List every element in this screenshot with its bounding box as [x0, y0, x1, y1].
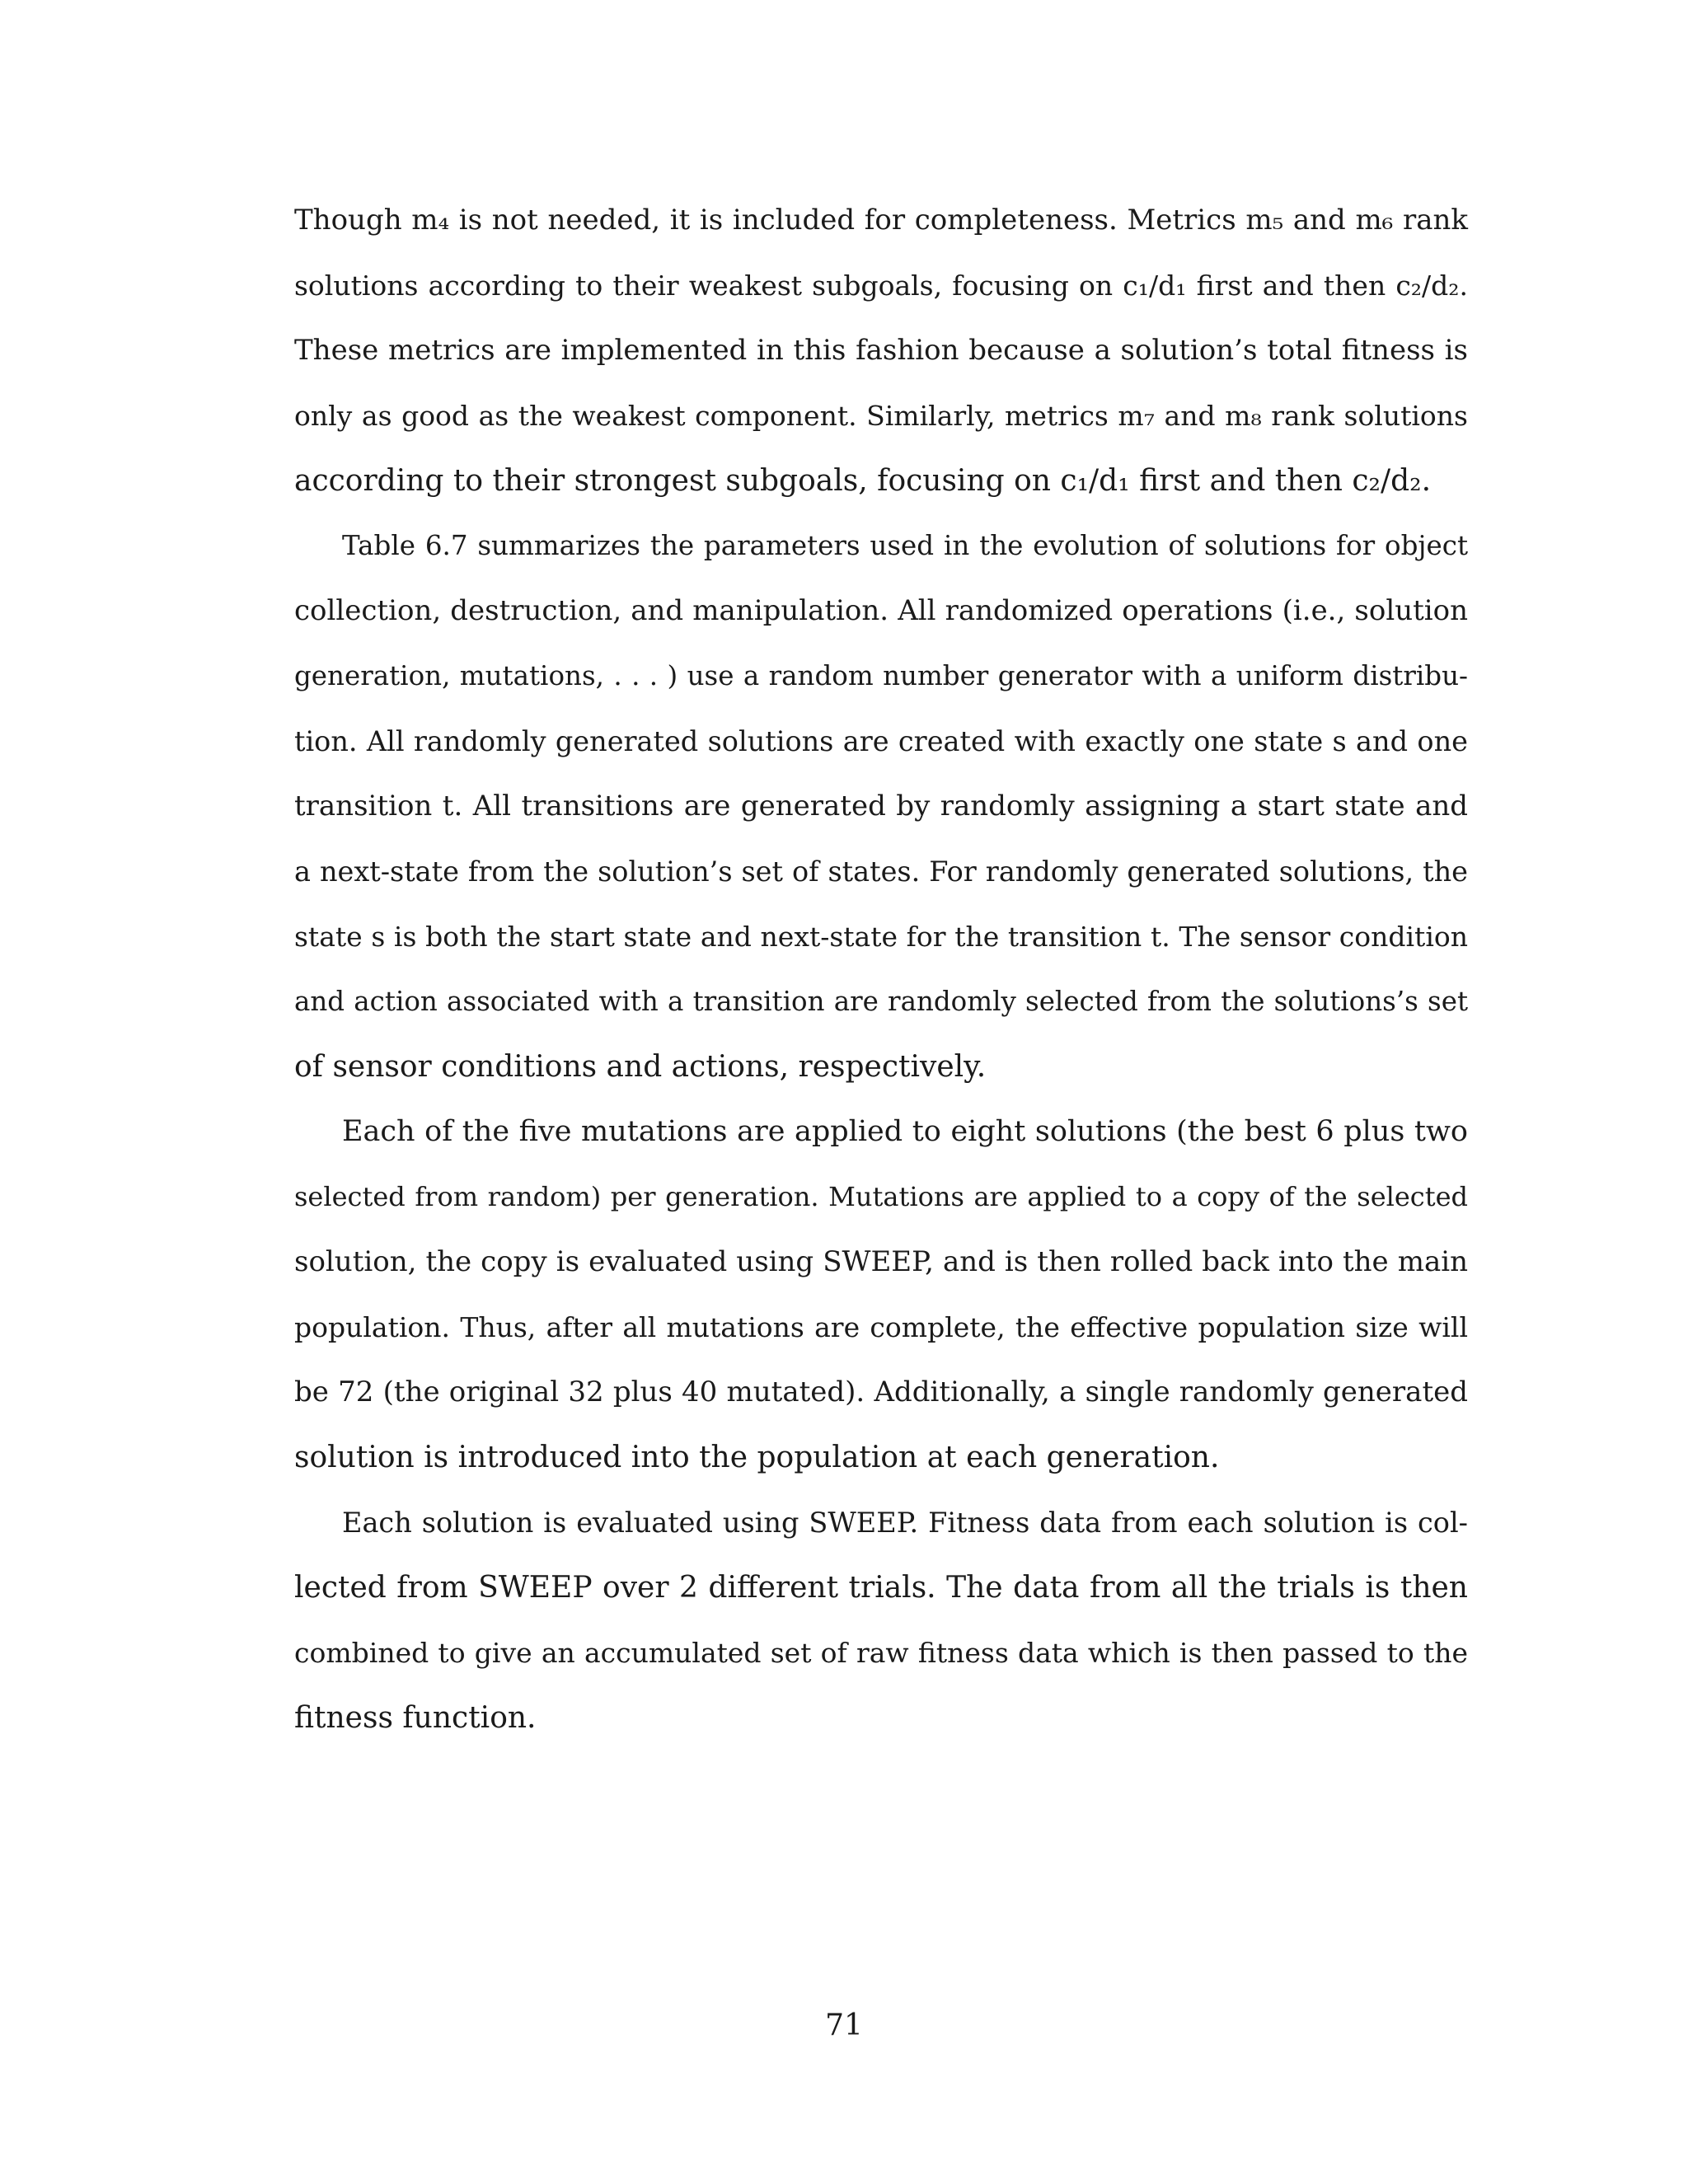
text-line: These metrics are implemented in this fashion because a solution’s total fitness is [294, 334, 1468, 367]
text-line: state s is both the start state and next-state for the transition t. The sensor condition [294, 921, 1468, 953]
text-line: population. Thus, after all mutations are complete, the effective population size will [294, 1311, 1468, 1343]
text-line: Each of the five mutations are applied to eight solutions (the best 6 plus two [342, 1115, 1468, 1148]
text-line: of sensor conditions and actions, respectively. [294, 1050, 987, 1084]
text-line: fitness function. [294, 1701, 537, 1735]
text-line: selected from random) per generation. Mutations are applied to a copy of the selected [294, 1181, 1468, 1212]
page-number: 71 [825, 2008, 863, 2042]
text-line: collection, destruction, and manipulation. All randomized operations (i.e., solution [294, 594, 1468, 627]
text-line: generation, mutations, . . . ) use a random number generator with a uniform distribu- [294, 660, 1468, 691]
text-line: tion. All randomly generated solutions are created with exactly one state s and one [294, 725, 1468, 757]
text-line: transition t. All transitions are generated by randomly assigning a start state and [294, 790, 1468, 823]
text-line: Table 6.7 summarizes the parameters used in the evolution of solutions for object [342, 530, 1468, 561]
text-line: solution is introduced into the population at each generation. [294, 1441, 1220, 1474]
body-text [294, 188, 1468, 1750]
text-line: a next-state from the solution’s set of states. For randomly generated solutions, the [294, 855, 1468, 888]
text-line: according to their strongest subgoals, focusing on c₁/d₁ first and then c₂/d₂. [294, 464, 1432, 498]
paragraph-parameters [294, 513, 1468, 1099]
text-line: lected from SWEEP over 2 different trials. The data from all the trials is then [294, 1571, 1468, 1605]
text-line: solutions according to their weakest subgoals, focusing on c₁/d₁ first and then c₂/d₂. [294, 269, 1468, 302]
text-line: only as good as the weakest component. Similarly, metrics m₇ and m₈ rank solutions [294, 400, 1468, 432]
text-line: be 72 (the original 32 plus 40 mutated). Additionally, a single randomly generated [294, 1376, 1468, 1408]
text-line: and action associated with a transition are randomly selected from the solutions’s set [294, 986, 1468, 1017]
paragraph-mutations [294, 1099, 1468, 1490]
text-line: combined to give an accumulated set of raw fitness data which is then passed to the [294, 1637, 1468, 1669]
paragraph-evaluation [294, 1490, 1468, 1750]
text-line: Though m₄ is not needed, it is included for completeness. Metrics m₅ and m₆ rank [294, 204, 1468, 237]
text-line: solution, the copy is evaluated using SWEEP, and is then rolled back into the main [294, 1245, 1468, 1278]
text-line: Each solution is evaluated using SWEEP. Fitness data from each solution is col- [342, 1507, 1468, 1539]
paragraph-metrics [294, 188, 1468, 513]
